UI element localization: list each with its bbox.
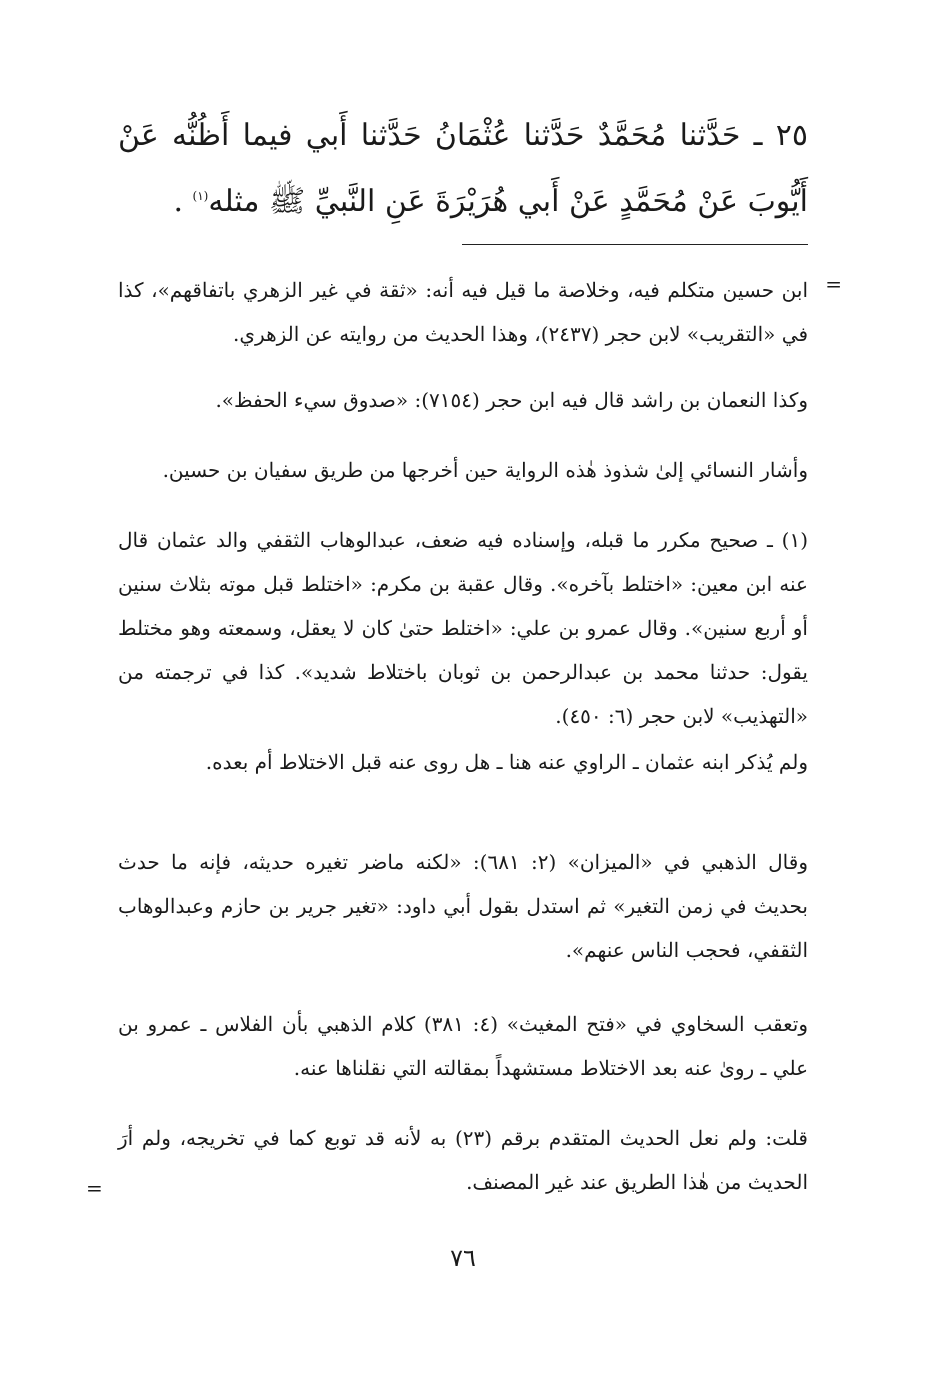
continuation-mark-bottom: = [86,1176,103,1200]
footnote-reference: (١) [192,189,209,203]
footnote-paragraph-sakhawi: وتعقب السخاوي في «فتح المغيث» (٤: ٣٨١) كلام الذهبي بأن الفلاس ـ عمرو بن علي ـ روىٰ عنه بعد الاختلاط مستشهداً بمقالته التي نقلناها عنه. [118,1012,808,1080]
footnote-paragraph-numan: وكذا النعمان بن راشد قال فيه ابن حجر (٧١٥٤): «صدوق سيء الحفظ». [215,388,808,412]
hadith-text [118,106,808,232]
footnote-paragraph-dhahabi: وقال الذهبي في «الميزان» (٢: ٦٨١): «لكنه ماضر تغيره حديثه، فإنه ما حدث بحديث في زمن التغير» ثم استدل بقول أبي داود: «تغير جرير بن حازم وعبدالوهاب الثقفي، فحجب الناس عنهم». [118,850,808,962]
footnote-paragraph-uthman: ولم يُذكر ابنه عثمان ـ الراوي عنه هنا ـ هل روى عنه قبل الاختلاط أم بعده. [205,750,808,774]
footnote-paragraph-qultu: قلت: ولم نعل الحديث المتقدم برقم (٢٣) به لأنه قد توبع كما في تخريجه، ولم أرَ الحديث من هٰذا الطريق عند غير المصنف. [118,1126,808,1194]
hadith-body: ٢٥ ـ حَدَّثنا مُحَمَّدٌ حَدَّثنا عُثْمَانُ حَدَّثنا أَبي فيما أَظُنُّه عَنْ أَيُّوبَ عَنْ مُحَمَّدٍ عَنْ أَبي هُرَيْرَةَ عَنِ النَّبيِّ ﷺ مثله [118,118,808,219]
footnote-continuation-paragraph: ابن حسين متكلم فيه، وخلاصة ما قيل فيه أنه: «ثقة في غير الزهري باتفاقهم»، كذا في «التقريب» لابن حجر (٢٤٣٧)، وهذا الحديث من روايته عن الزهري. [118,278,808,346]
footnote-separator [462,244,808,245]
continuation-mark-top: = [825,272,842,296]
page-number: ٧٦ [450,1244,476,1272]
footnote-1-paragraph: (١) ـ صحيح مكرر ما قبله، وإسناده فيه ضعف، عبدالوهاب الثقفي والد عثمان قال عنه ابن معين: «اختلط بآخره». وقال عقبة بن مكرم: «اختلط قبل موته بثلاث سنين أو أربع سنين». وقال عمرو بن علي: «اختلط حتىٰ كان لا يعقل، وسمعته وهو مختلط يقول: حدثنا محمد بن عبدالرحمن بن ثوبان باختلاط شديد». كذا في ترجمته من «التهذيب» لابن حجر (٦: ٤٥٠). [118,528,808,728]
hadith-end: . [173,184,193,219]
footnote-paragraph-nasai: وأشار النسائي إلىٰ شذوذ هٰذه الرواية حين أخرجها من طريق سفيان بن حسين. [162,458,808,482]
